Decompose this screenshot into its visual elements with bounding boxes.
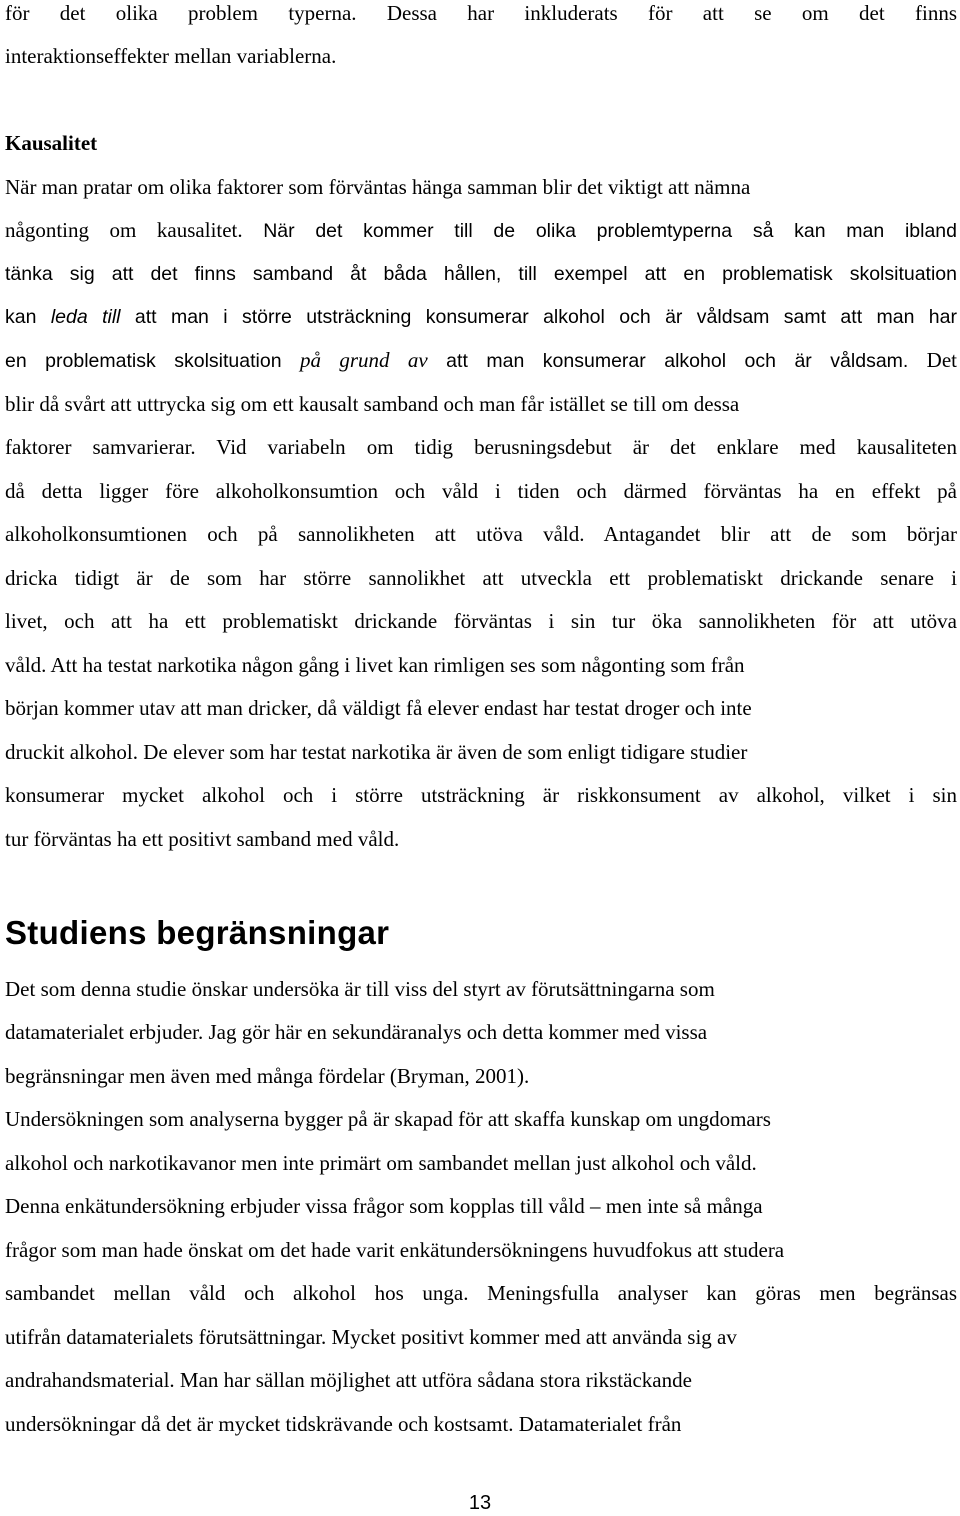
paragraph-line: frågor som man hade önskat om det hade varit enkätundersökningens huvudfokus att studera	[5, 1238, 785, 1262]
paragraph-line: konsumerar mycket alkohol och i större utsträckning är riskkonsument av alkohol, vilket i sin	[5, 783, 957, 807]
italic-text: på grund av	[300, 348, 428, 372]
paragraph-line: tänka sig att det finns samband åt båda hållen, till exempel att en problematisk skolsituation	[5, 263, 957, 285]
section-heading: Studiens begränsningar	[5, 914, 390, 951]
paragraph-line: livet, och att ha ett problematiskt drickande förväntas i sin tur öka sannolikheten för att utöva	[5, 609, 957, 633]
paragraph-line: andrahandsmaterial. Man har sällan möjlighet att utföra sådana stora rikstäckande	[5, 1368, 692, 1392]
paragraph-line	[5, 434, 957, 460]
text-run: att man i större utsträckning konsumerar alkohol och är våldsam samt att man har	[120, 306, 957, 328]
text-run: När det kommer till de olika problemtyperna så kan man ibland	[263, 220, 957, 242]
text-run: kan	[5, 306, 51, 328]
paragraph-line: för det olika problem typerna. Dessa har inkluderats för att se om det finns	[5, 1, 957, 25]
paragraph-line	[5, 217, 957, 244]
paragraph-line: utifrån datamaterialets förutsättningar. Mycket positivt kommer med att använda sig av	[5, 1325, 737, 1349]
paragraph-line: då detta ligger före alkoholkonsumtion och våld i tiden och därmed förväntas ha en effekt på	[5, 479, 957, 503]
text-run: Det	[908, 348, 957, 372]
paragraph-line	[5, 521, 957, 547]
paragraph-line: våld. Att ha testat narkotika någon gång i livet kan rimligen ses som någonting som från	[5, 653, 745, 677]
paragraph-line: tur förväntas ha ett positivt samband med våld.	[5, 827, 400, 851]
paragraph-line: undersökningar då det är mycket tidskrävande och kostsamt. Datamaterialet från	[5, 1412, 682, 1436]
paragraph-line: Undersökningen som analyserna bygger på är skapad för att skaffa kunskap om ungdomars	[5, 1107, 771, 1131]
text-run: att man konsumerar alkohol och är våldsam.	[427, 350, 909, 372]
paragraph-line: Denna enkätundersökning erbjuder vissa frågor som kopplas till våld – men inte så många	[5, 1194, 763, 1218]
paragraph-line: sambandet mellan våld och alkohol hos unga. Meningsfulla analyser kan göras men begränsas	[5, 1281, 957, 1305]
paragraph-line	[5, 304, 957, 330]
text-run: någonting om kausalitet.	[5, 218, 264, 242]
page-number: 13	[468, 1492, 492, 1514]
paragraph-line: början kommer utav att man dricker, då väldigt få elever endast har testat droger och inte	[5, 696, 752, 720]
paragraph-line: dricka tidigt är de som har större sannolikhet att utveckla ett problematiskt drickande senare i	[5, 566, 957, 590]
italic-text: leda till	[50, 306, 121, 328]
text-run: Antagandet blir att de som börjar	[584, 522, 957, 546]
paragraph-line: datamaterialet erbjuder. Jag gör här en sekundäranalys och detta kommer med vissa	[5, 1020, 708, 1044]
paragraph-line: druckit alkohol. De elever som har testat narkotika är även de som enligt tidigare studier	[5, 740, 748, 764]
paragraph-line: alkohol och narkotikavanor men inte primärt om sambandet mellan just alkohol och våld.	[5, 1151, 757, 1175]
text-run: Vid variabeln om tidig berusningsdebut är det enklare med kausaliteten	[195, 435, 957, 459]
paragraph-line: blir då svårt att uttrycka sig om ett kausalt samband och man får istället se till om dessa	[5, 392, 740, 416]
paragraph-line: interaktionseffekter mellan variablerna.	[5, 44, 337, 68]
paragraph-line: När man pratar om olika faktorer som förväntas hänga samman blir det viktigt att nämna	[5, 175, 751, 199]
text-run: en problematisk skolsituation	[5, 350, 301, 372]
text-run: faktorer samvarierar.	[5, 435, 196, 459]
subsection-heading: Kausalitet	[5, 131, 98, 155]
paragraph-line: begränsningar men även med många fördelar (Bryman, 2001).	[5, 1064, 530, 1088]
text-run: alkoholkonsumtionen och på sannolikheten att utöva våld.	[5, 522, 585, 546]
paragraph-line	[5, 347, 957, 374]
paragraph-line: Det som denna studie önskar undersöka är till viss del styrt av förutsättningarna som	[5, 977, 715, 1001]
